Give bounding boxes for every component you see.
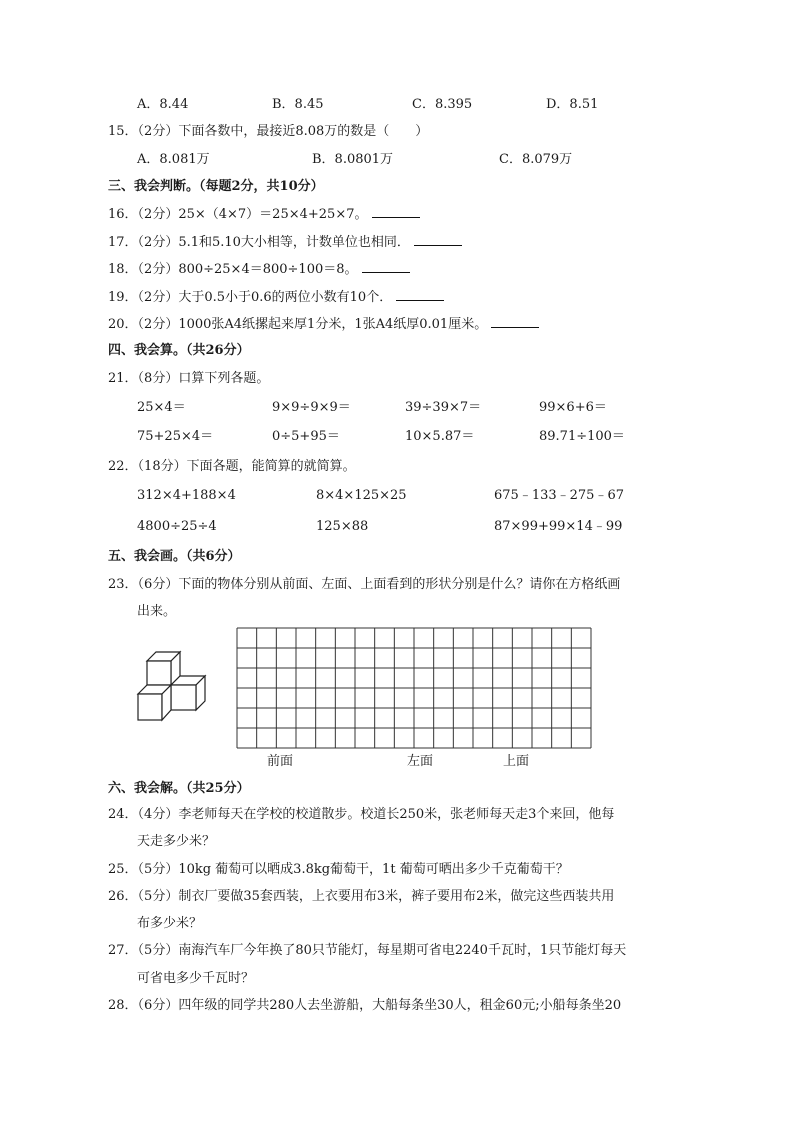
q14-option-d: D．8.51 <box>546 97 599 112</box>
q15-option-b: B．8.0801万 <box>312 152 394 167</box>
q16-answer-blank[interactable] <box>372 205 420 218</box>
q14-option-c: C．8.395 <box>412 97 473 112</box>
q14-option-b: B．8.45 <box>272 97 324 112</box>
q21-item: 9×9÷9×9＝ <box>272 400 351 415</box>
q20 <box>108 315 539 334</box>
q24-line2: 天走多少米？ <box>137 834 216 849</box>
q23-line1: 23．（6分）下面的物体分别从前面、左面、上面看到的形状分别是什么？请你在方格纸画 <box>108 577 621 592</box>
q19 <box>108 288 444 307</box>
q20-answer-blank[interactable] <box>491 315 539 328</box>
q19-text: 19．（2分）大于0.5小于0.6的两位小数有10个． <box>108 290 393 305</box>
q21-item: 0÷5+95＝ <box>272 429 340 444</box>
q16-text: 16．（2分）25×（4×7）＝25×4+25×7。 <box>108 207 368 222</box>
q21-stem: 21．（8分）口算下列各题。 <box>108 371 270 386</box>
q18-answer-blank[interactable] <box>362 260 410 273</box>
q18 <box>108 260 410 279</box>
q21-item: 99×6+6＝ <box>539 400 607 415</box>
grid-paper[interactable] <box>236 627 592 751</box>
section3-title: 三、我会判断。（每题2分，共10分） <box>108 179 324 194</box>
q24-line1: 24．（4分）李老师每天在学校的校道散步。校道长250米，张老师每天走3个来回，他每 <box>108 807 615 822</box>
q22-stem: 22．（18分）下面各题，能简算的就简算。 <box>108 459 356 474</box>
q21-item: 10×5.87＝ <box>405 429 475 444</box>
q22-item: 125×88 <box>316 519 369 534</box>
q15-stem: 15．（2分）下面各数中，最接近8.08万的数是（ ） <box>108 124 429 139</box>
q22-item: 87×99+99×14﹣99 <box>494 519 623 534</box>
section5-title: 五、我会画。（共6分） <box>108 549 241 564</box>
q14-option-a: A．8.44 <box>137 97 189 112</box>
label-top: 上面 <box>503 754 530 769</box>
q27-line1: 27．（5分）南海汽车厂今年换了80只节能灯，每星期可省电2240千瓦时，1只节能灯每天 <box>108 943 627 958</box>
q28-line1: 28．（6分）四年级的同学共280人去坐游船，大船每条坐30人，租金60元;小船每条坐20 <box>108 998 622 1013</box>
q25: 25．（5分）10kg 葡萄可以晒成3.8kg葡萄干，1t 葡萄可晒出多少千克葡萄干？ <box>108 862 569 877</box>
q21-item: 89.71÷100＝ <box>539 429 625 444</box>
q22-item: 675﹣133﹣275﹣67 <box>494 488 624 503</box>
q26-line1: 26．（5分）制衣厂要做35套西装，上衣要用布3米，裤子要用布2米，做完这些西装共用 <box>108 889 615 904</box>
q21-item: 75+25×4＝ <box>137 429 214 444</box>
q21-item: 25×4＝ <box>137 400 186 415</box>
q17 <box>108 233 462 252</box>
section4-title: 四、我会算。（共26分） <box>108 343 250 358</box>
section6-title: 六、我会解。（共25分） <box>108 781 250 796</box>
q17-text: 17．（2分）5.1和5.10大小相等，计数单位也相同． <box>108 235 410 250</box>
q27-line2: 可省电多少千瓦时？ <box>137 971 255 986</box>
label-front: 前面 <box>267 754 294 769</box>
q17-answer-blank[interactable] <box>414 233 462 246</box>
q15-option-a: A．8.081万 <box>137 152 210 167</box>
q19-answer-blank[interactable] <box>396 288 444 301</box>
cube-bottom-left <box>134 648 214 728</box>
q15-option-c: C．8.079万 <box>499 152 573 167</box>
q16 <box>108 205 420 224</box>
q20-text: 20．（2分）1000张A4纸摞起来厚1分米，1张A4纸厚0.01厘米。 <box>108 317 488 332</box>
q22-item: 4800÷25÷4 <box>137 519 217 534</box>
q18-text: 18．（2分）800÷25×4＝800÷100＝8。 <box>108 262 358 277</box>
q22-item: 8×4×125×25 <box>316 488 407 503</box>
q21-item: 39÷39×7＝ <box>405 400 482 415</box>
q26-line2: 布多少米？ <box>137 916 203 931</box>
label-left: 左面 <box>407 754 434 769</box>
q23-line2: 出来。 <box>137 604 177 619</box>
q22-item: 312×4+188×4 <box>137 488 236 503</box>
